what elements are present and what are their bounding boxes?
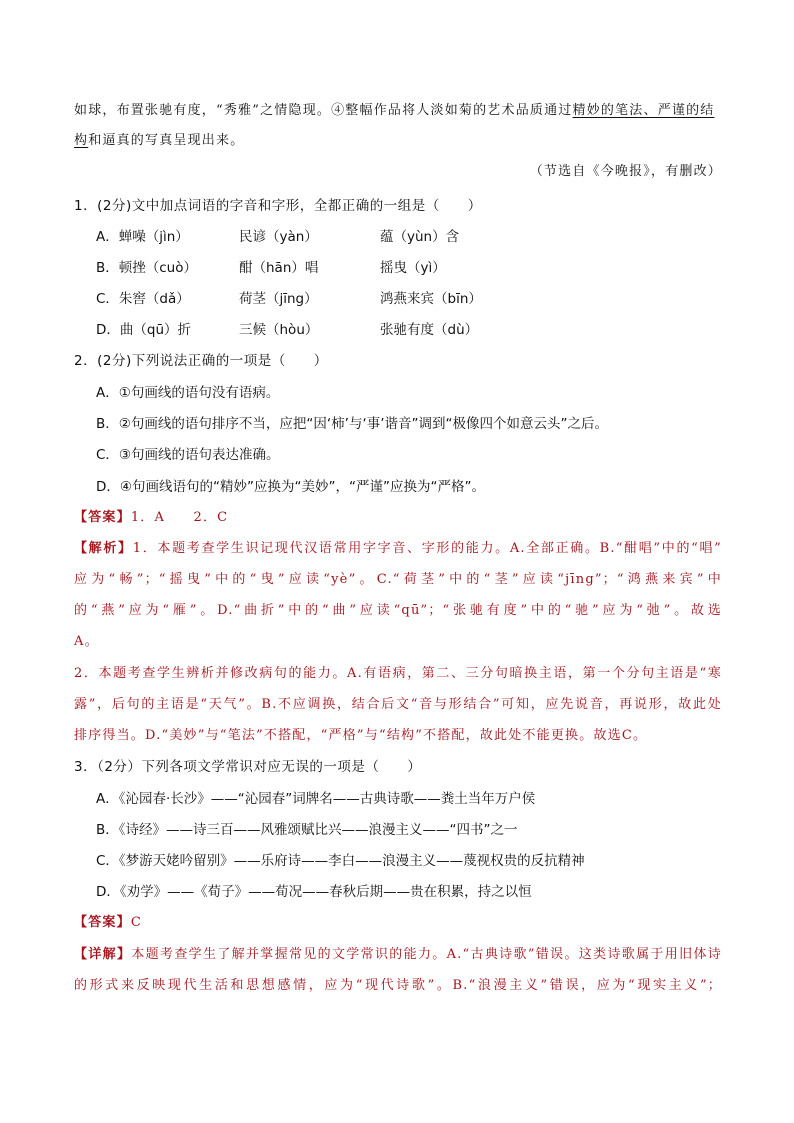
q1-option-a-1: A．蝉噪（jìn）: [96, 229, 189, 245]
answer-text: C: [130, 915, 142, 930]
analysis-text: 1．本题考查学生识记现代汉语常用字字音、字形的能力。A.全部正确。B.“酣唱”中的“唱”: [132, 541, 722, 556]
q3-option-d: D．《劝学》——《荀子》——荀况——春秋后期——贵在积累，持之以恒: [96, 884, 532, 900]
answer-tag: 【答案】: [74, 510, 131, 525]
q2-option-c: C．③句画线的语句表达准确。: [96, 447, 280, 463]
question-1-stem: 1．(2分)文中加点词语的字音和字形，全都正确的一组是（ ）: [74, 198, 482, 214]
q1-option-a-2: 民谚（yàn）: [239, 229, 318, 245]
q1-option-c-2: 荷茎（jīng）: [239, 291, 318, 307]
q1-option-b-3: 摇曳（yì）: [380, 260, 446, 276]
detail-tag: 【详解】: [74, 947, 132, 962]
analysis-line-3: 的“燕”应为“雁”。D.“曲折”中的“曲”应读“qū”；“张驰有度”中的“驰”应为“弛”。故选: [74, 603, 722, 618]
answer-line-2: [74, 913, 722, 933]
analysis-line-1: [74, 539, 722, 559]
analysis-tag: 【解析】: [74, 541, 133, 556]
q1-option-d-2: 三候（hòu）: [239, 322, 319, 338]
q3-option-b: B．《诗经》——诗三百——风雅颂赋比兴——浪漫主义——“四书”之一: [96, 822, 518, 838]
q1-option-c-1: C．朱窖（dǎ）: [96, 291, 190, 307]
passage-line-1: [74, 101, 722, 121]
analysis-line-5: 2．本题考查学生辨析并修改病句的能力。A.有语病，第二、三分句暗换主语，第一个分句主语是“寒: [74, 666, 722, 681]
detail-line-2: 的形式来反映现代生活和思想感情，应为“现代诗歌”。B.“浪漫主义”错误，应为“现实主义”；: [74, 978, 722, 993]
q2-option-a: A．①句画线的语句没有语病。: [96, 385, 280, 401]
passage-text: 如球，布置张驰有度，“秀雅”之情隐现。④整幅作品将人淡如菊的艺术品质通过: [74, 103, 573, 118]
q1-option-d-1: D．曲（qū）折: [96, 322, 192, 338]
answer-line-1: [74, 508, 722, 528]
analysis-line-6: 露”，后句的主语是“天气”。B.不应调换，结合后文“音与形结合”可知，应先说音，再说形，故此处: [74, 697, 722, 712]
passage-source: （节选自《今晚报》，有删改）: [529, 164, 722, 179]
detail-line-1: [74, 945, 722, 965]
analysis-line-4: A。: [74, 634, 99, 649]
q1-option-b-1: B．顿挫（cuò）: [96, 260, 197, 276]
q1-option-d-3: 张驰有度（dù）: [380, 322, 479, 338]
analysis-line-7: 排序得当。D.“美妙”与“笔法”不搭配，“严格”与“结构”不搭配，故此处不能更换。故选C。: [74, 728, 648, 743]
q3-option-c: C．《梦游天姥吟留别》——乐府诗——李白——浪漫主义——蔑视权贵的反抗精神: [96, 853, 585, 869]
q1-option-b-2: 酣（hān）唱: [239, 260, 319, 276]
detail-text: 本题考查学生了解并掌握常见的文学常识的能力。A.“古典诗歌”错误。这类诗歌属于用旧体诗: [131, 947, 722, 962]
analysis-line-2: 应为“畅”；“摇曳”中的“曳”应读“yè”。C.“荷茎”中的“茎”应读“jīng”；“鸿燕来宾”中: [74, 572, 722, 587]
q1-option-c-3: 鸿燕来宾（bīn）: [380, 291, 482, 307]
q3-option-a: A．《沁园春·长沙》——“沁园春”词牌名——古典诗歌——粪土当年万户侯: [96, 791, 536, 807]
question-2-stem: 2．(2分)下列说法正确的一项是（ ）: [74, 353, 328, 369]
q2-option-b: B．②句画线的语句排序不当，应把“因‘柿’与‘事’谐音”调到“极像四个如意云头”之后。: [96, 416, 609, 432]
q2-option-d: D．④句画线语句的“精妙”应换为“美妙”，“严谨”应换为“严格”。: [96, 479, 485, 495]
answer-text: 1．A 2．C: [130, 510, 229, 525]
q1-option-a-3: 蕴（yùn）含: [380, 229, 460, 245]
question-3-stem: 3．（2分）下列各项文学常识对应无误的一项是（ ）: [74, 759, 422, 775]
underlined-phrase: 构: [74, 133, 89, 148]
passage-line-2: [74, 131, 722, 151]
passage-text: 和逼真的写真呈现出来。: [88, 133, 245, 148]
underlined-phrase: 精妙的笔法、严谨的结: [572, 103, 715, 118]
answer-tag: 【答案】: [74, 915, 131, 930]
